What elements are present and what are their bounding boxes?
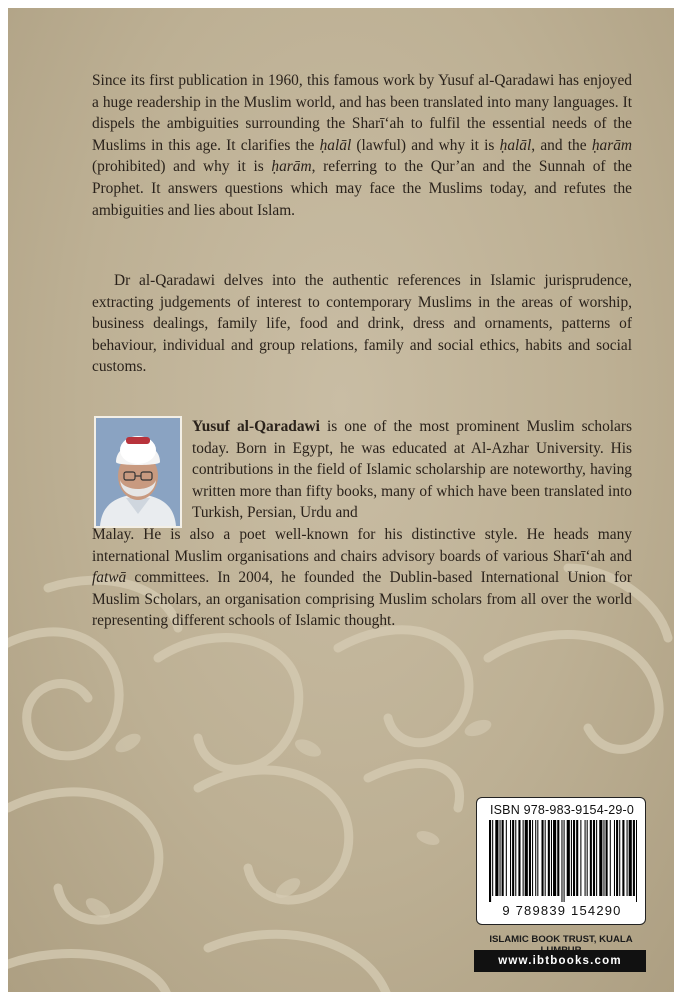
isbn-barcode-panel bbox=[476, 797, 646, 925]
description-paragraph-2: Dr al-Qaradawi delves into the authentic references in Islamic jurisprudence, extracting judgements of interest to contemporary Muslims in the areas of worship, business dealings, family life, food and drink, dress and ornaments, patterns of behaviour, individual and group relations, family and social ethics, habits and social customs. bbox=[92, 272, 632, 376]
author-bio-indented bbox=[192, 416, 632, 524]
italic-term: fatwā bbox=[92, 569, 127, 587]
author-bio-continued: Malay. He is also a poet well-known for his distinctive style. He heads many international Muslim organisations and chairs advisory boards of various Sharī‘ah and fatwā committees. In 2004, he founded the Dublin-based International Union for Muslim Scholars, an organisation comprising Muslim scholars from all over the world representing different schools of Islamic thought. bbox=[92, 525, 632, 630]
italic-term: ḥarām bbox=[591, 136, 633, 154]
author-bio bbox=[92, 416, 632, 632]
italic-term: ḥarām bbox=[271, 158, 312, 176]
author-name: Yusuf al-Qaradawi bbox=[192, 418, 320, 435]
barcode-icon bbox=[489, 820, 637, 902]
isbn-label: ISBN 978-983-9154-29-0 bbox=[489, 803, 635, 817]
publisher-website: www.ibtbooks.com bbox=[474, 950, 646, 972]
author-bio-text: is one of the most prominent Muslim scholars today. Born in Egypt, he was educated at Al-Azhar University. His contributions in the field of Islamic scholarship are noteworthy, having written more than fifty books, many of which have been translated into Turkish, Persian, Urdu and bbox=[192, 418, 633, 522]
italic-term: ḥalāl bbox=[499, 136, 532, 154]
barcode-digits: 9 789839 154290 bbox=[502, 903, 622, 918]
description-paragraph-1: Since its first publication in 1960, this famous work by Yusuf al-Qaradawi has enjoyed a huge readership in the Muslim world, and has been translated into many languages. It dispels the ambiguities surrounding the Sharī‘ah to fulfil the essential needs of the Muslims in this age. It clarifies the ḥalāl (lawful) and why it is ḥalāl, and the ḥarām (prohibited) and why it is ḥarām, referring to the Qur’an and the Sunnah of the Prophet. It answers questions which may face the Muslims today, and refutes the ambiguities and lies about Islam. bbox=[92, 72, 633, 219]
publisher-name: ISLAMIC BOOK TRUST, KUALA bbox=[489, 934, 633, 945]
italic-term: ḥalāl bbox=[319, 136, 352, 154]
back-cover bbox=[8, 8, 674, 992]
